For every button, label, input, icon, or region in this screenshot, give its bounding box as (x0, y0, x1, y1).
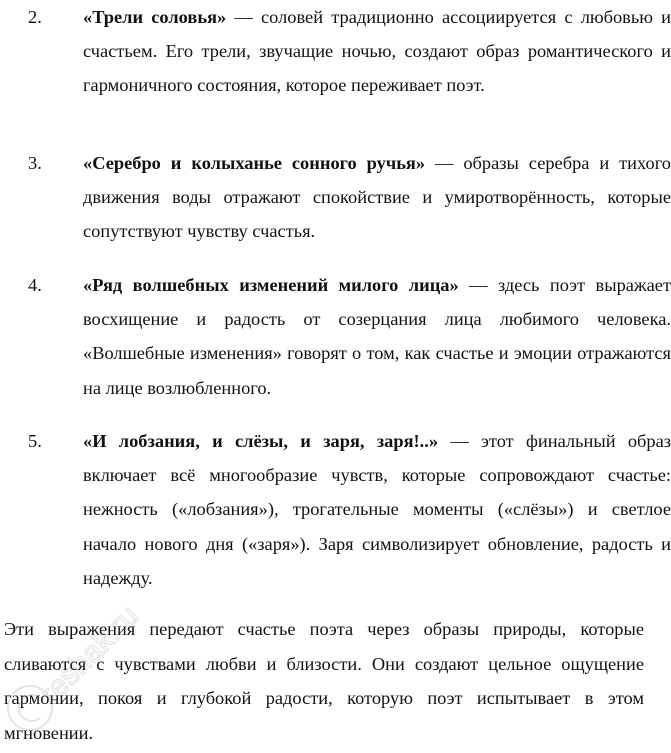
item-text: — этот финальный образ включает всё многообразие чувств, которые сопровождают счастье: нежность («лобзания»), трогательные моменты («слёзы») и светлое начало нового дня («заря»). Заря символизирует обновление, радость и надежду. (83, 431, 671, 588)
list-item-body (83, 146, 671, 249)
list-item-body (83, 268, 671, 405)
quote-keyword: «Серебро и колыханье сонного ручья» (83, 153, 426, 173)
list-number: 3. (28, 153, 42, 173)
item-text: — образы серебра и тихого движения воды отражают спокойствие и умиротворённость, которые сопутствуют чувству счастья. (83, 153, 671, 242)
watermark-text: reshak.ru (33, 599, 146, 711)
item-text: — соловей традиционно ассоциируется с любовью и счастьем. Его трели, звучащие ночью, создают образ романтического и гармоничного состояния, которое переживает поэт. (83, 7, 671, 96)
list-number: 5. (28, 431, 42, 451)
summary-paragraph: Эти выражения передают счастье поэта через образы природы, которые сливаются с чувствами любви и близости. Они создают цельное ощущение гармонии, покоя и глубокой радости, которую поэт испытывает в этом мгновении. (4, 619, 644, 743)
item-text: — здесь поэт выражает восхищение и радость от созерцания лица любимого человека. «Волшебные изменения» говорят о том, как счастье и эмоции отражаются на лице возлюбленного. (83, 275, 671, 398)
list-number: 2. (28, 7, 42, 27)
list-number: 4. (28, 275, 42, 295)
quote-keyword: «Ряд волшебных изменений милого лица» (83, 275, 459, 295)
list-item-body (83, 424, 671, 595)
list-item-body (83, 0, 671, 103)
quote-keyword: «Трели соловья» (83, 7, 227, 27)
quote-keyword: «И лобзания, и слёзы, и заря, заря!..» (83, 431, 439, 451)
